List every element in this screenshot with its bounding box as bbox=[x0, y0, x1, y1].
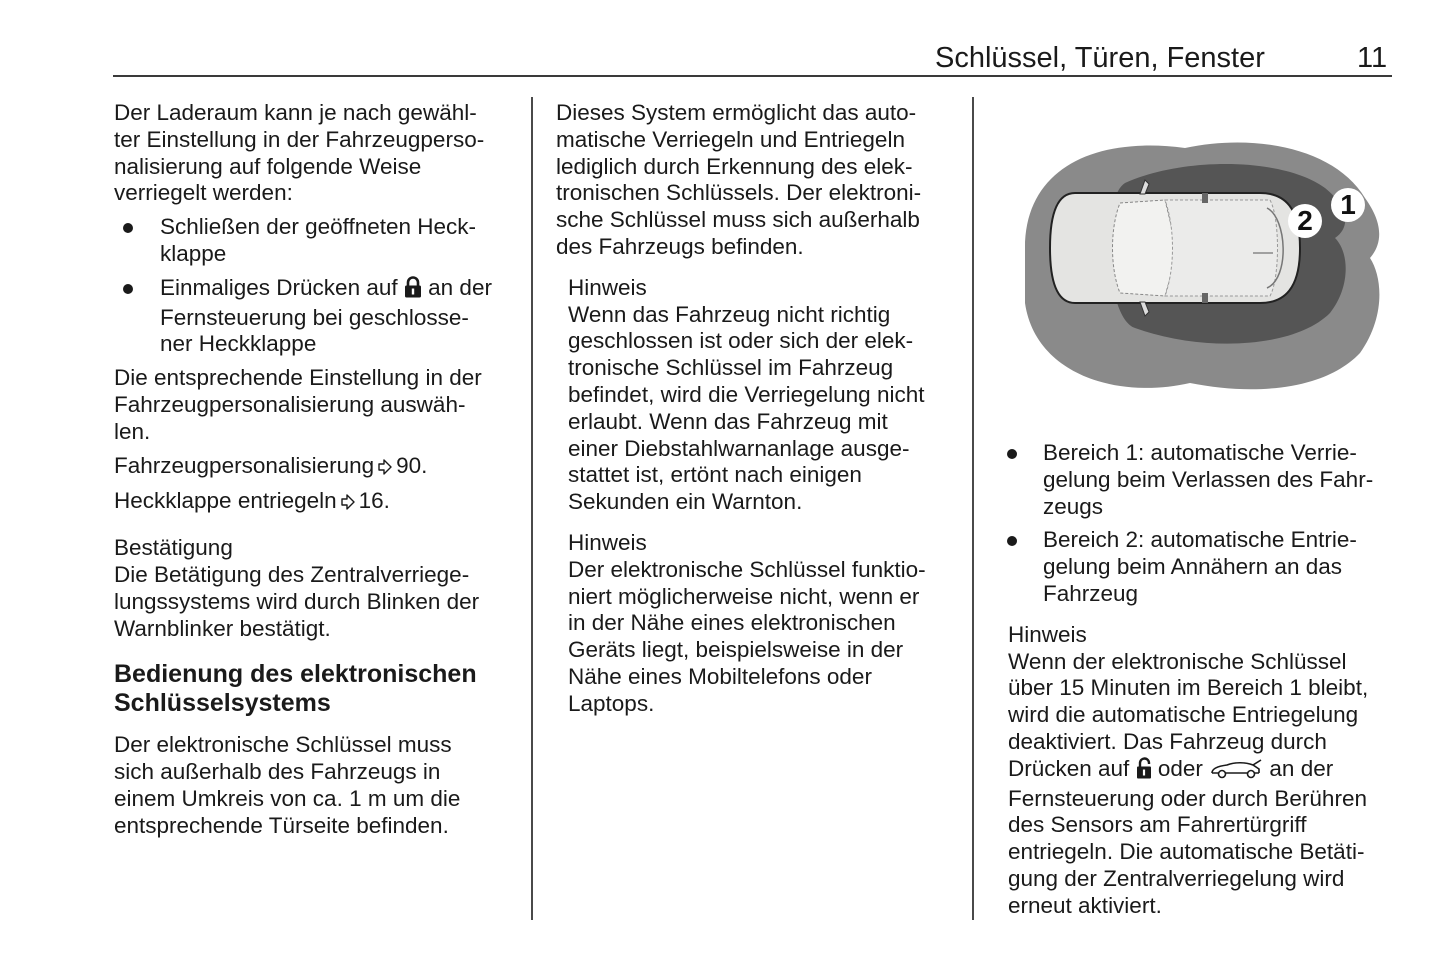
text-line: lediglich durch Erkennung des elek- bbox=[556, 153, 913, 179]
text-line: stattet ist, ertönt nach einigen bbox=[568, 462, 862, 488]
lock-closed-icon bbox=[404, 276, 422, 305]
text-line: ter Einstellung in der Fahrzeugperso- bbox=[114, 126, 485, 152]
note-box-2 bbox=[556, 530, 956, 718]
note-box-3 bbox=[1008, 622, 1403, 920]
text-line: lungssystems wird durch Blinken der bbox=[114, 588, 480, 614]
text-line: ner Heckklappe bbox=[160, 331, 317, 357]
list-item bbox=[1008, 440, 1403, 520]
text-line: len. bbox=[114, 418, 151, 444]
text-line: Die Betätigung des Zentralverriege- bbox=[114, 561, 470, 587]
column-3 bbox=[1008, 440, 1403, 920]
text-line: gelung beim Verlassen des Fahr- bbox=[1043, 466, 1374, 492]
header-rule bbox=[113, 75, 1392, 77]
note-title: Hinweis bbox=[568, 274, 647, 300]
text-line: Die entsprechende Einstellung in der bbox=[114, 365, 482, 391]
subheading-confirmation: Bestätigung bbox=[114, 535, 233, 561]
heading-line: Schlüsselsystems bbox=[114, 689, 331, 718]
text-line: erlaubt. Wenn das Fahrzeug mit bbox=[568, 408, 888, 434]
column-divider-1 bbox=[531, 97, 533, 920]
car-zones-illustration bbox=[1005, 128, 1390, 398]
text-line: Der elektronische Schlüssel muss bbox=[114, 732, 452, 758]
bullet-icon bbox=[123, 284, 133, 294]
text-line: Sekunden ein Warnton. bbox=[568, 489, 803, 515]
text-line: an der bbox=[1269, 755, 1334, 781]
callout-2: 2 bbox=[1288, 204, 1322, 238]
car-top-view bbox=[1050, 180, 1300, 316]
page-number: 11 bbox=[1357, 42, 1388, 74]
bullet-icon bbox=[1007, 449, 1017, 459]
text-line: Bereich 2: automatische Entrie- bbox=[1043, 527, 1357, 553]
running-header-title: Schlüssel, Türen, Fenster bbox=[935, 42, 1265, 74]
text-line: entsprechende Türseite befinden. bbox=[114, 812, 449, 838]
detection-zones-figure bbox=[1005, 128, 1390, 398]
cross-reference-personalisation[interactable] bbox=[114, 453, 514, 482]
bullet-icon bbox=[123, 223, 133, 233]
text-line: geschlossen ist oder sich der elek- bbox=[568, 328, 914, 354]
note-body bbox=[1008, 649, 1403, 920]
text-line: Fernsteuerung bei geschlosse- bbox=[160, 304, 469, 330]
car-unlock-icon bbox=[1209, 759, 1263, 786]
text-line: erneut aktiviert. bbox=[1008, 892, 1162, 918]
text-line: Geräts liegt, beispielsweise in der bbox=[568, 637, 904, 663]
text-line: tronische Schlüssel im Fahrzeug bbox=[568, 355, 894, 381]
text-line: befindet, wird die Verriegelung nicht bbox=[568, 381, 925, 407]
text-line: einem Umkreis von ca. 1 m um die bbox=[114, 785, 461, 811]
text-line: Einmaliges Drücken auf bbox=[160, 274, 398, 300]
text-line: Dieses System ermöglicht das auto- bbox=[556, 100, 917, 125]
text-line: deaktiviert. Das Fahrzeug durch bbox=[1008, 728, 1327, 754]
text-line: Schließen der geöffneten Heck- bbox=[160, 214, 477, 240]
text-line: Fahrzeug bbox=[1043, 580, 1139, 606]
column-divider-2 bbox=[972, 97, 974, 920]
text-line: matische Verriegeln und Entriegeln bbox=[556, 126, 905, 152]
text-line: zeugs bbox=[1043, 493, 1104, 519]
list-item bbox=[114, 214, 514, 268]
text-line: niert möglicherweise nicht, wenn er bbox=[568, 583, 920, 609]
reference-arrow-icon bbox=[378, 455, 392, 482]
text-line: klappe bbox=[160, 240, 227, 266]
reference-page: 90. bbox=[396, 452, 428, 478]
text-line: entriegeln. Die automatische Betäti- bbox=[1008, 839, 1365, 865]
note-body bbox=[568, 302, 956, 516]
text-line: oder bbox=[1157, 755, 1203, 781]
text-line: sche Schlüssel muss sich außerhalb bbox=[556, 207, 920, 233]
text-line: wird die automatische Entriegelung bbox=[1008, 702, 1359, 728]
text-line: Der elektronische Schlüssel funktio- bbox=[568, 556, 926, 582]
text-line: über 15 Minuten im Bereich 1 bleibt, bbox=[1008, 675, 1369, 701]
reference-arrow-icon bbox=[341, 490, 355, 517]
lock-open-icon bbox=[1136, 757, 1152, 786]
note-title: Hinweis bbox=[568, 529, 647, 555]
list-item bbox=[1008, 527, 1403, 607]
section-heading bbox=[114, 660, 514, 718]
confirmation-paragraph bbox=[114, 562, 514, 642]
text-line: gung der Zentralverriegelung wird bbox=[1008, 865, 1345, 891]
text-line: Warnblinker bestätigt. bbox=[114, 615, 331, 641]
section-body bbox=[114, 732, 514, 839]
intro-paragraph bbox=[556, 100, 956, 261]
reference-page: 16. bbox=[358, 488, 390, 514]
column-2 bbox=[556, 100, 956, 718]
text-line: in der Nähe eines elektronischen bbox=[568, 610, 896, 636]
text-line: Laptops. bbox=[568, 690, 655, 716]
text-line: sich außerhalb des Fahrzeugs in bbox=[114, 759, 441, 785]
text-line: Nähe eines Mobiltelefons oder bbox=[568, 663, 872, 689]
select-setting-paragraph bbox=[114, 365, 514, 445]
text-line: des Sensors am Fahrertürgriff bbox=[1008, 812, 1307, 838]
lock-methods-list bbox=[114, 214, 514, 358]
intro-paragraph bbox=[114, 100, 514, 207]
text-line: gelung beim Annähern an das bbox=[1043, 554, 1342, 580]
reference-text: Fahrzeugpersonalisierung bbox=[114, 452, 375, 478]
zones-list bbox=[1008, 440, 1403, 608]
text-line: Wenn das Fahrzeug nicht richtig bbox=[568, 301, 891, 327]
callout-1: 1 bbox=[1331, 188, 1365, 222]
note-box-1 bbox=[556, 275, 956, 516]
text-line: tronischen Schlüssels. Der elektroni- bbox=[556, 180, 922, 206]
cross-reference-tailgate[interactable] bbox=[114, 488, 514, 517]
note-title: Hinweis bbox=[1008, 621, 1087, 647]
reference-text: Heckklappe entriegeln bbox=[114, 488, 337, 514]
text-line: verriegelt werden: bbox=[114, 180, 293, 206]
text-line: des Fahrzeugs befinden. bbox=[556, 233, 804, 259]
text-line: Fahrzeugpersonalisierung auswäh- bbox=[114, 391, 466, 417]
text-line: Bereich 1: automatische Verrie- bbox=[1043, 440, 1357, 465]
list-item bbox=[114, 275, 514, 358]
text-line: an der bbox=[428, 274, 492, 300]
text-line: Drücken auf bbox=[1008, 755, 1130, 781]
text-line: Fernsteuerung oder durch Berühren bbox=[1008, 785, 1367, 811]
heading-line: Bedienung des elektronischen bbox=[114, 660, 477, 689]
text-line: nalisierung auf folgende Weise bbox=[114, 153, 422, 179]
note-body bbox=[568, 557, 956, 718]
text-line: einer Diebstahlwarnanlage ausge- bbox=[568, 435, 910, 461]
text-line: Wenn der elektronische Schlüssel bbox=[1008, 648, 1347, 674]
bullet-icon bbox=[1007, 536, 1017, 546]
text-line: Der Laderaum kann je nach gewähl- bbox=[114, 100, 477, 125]
column-1 bbox=[114, 100, 514, 840]
